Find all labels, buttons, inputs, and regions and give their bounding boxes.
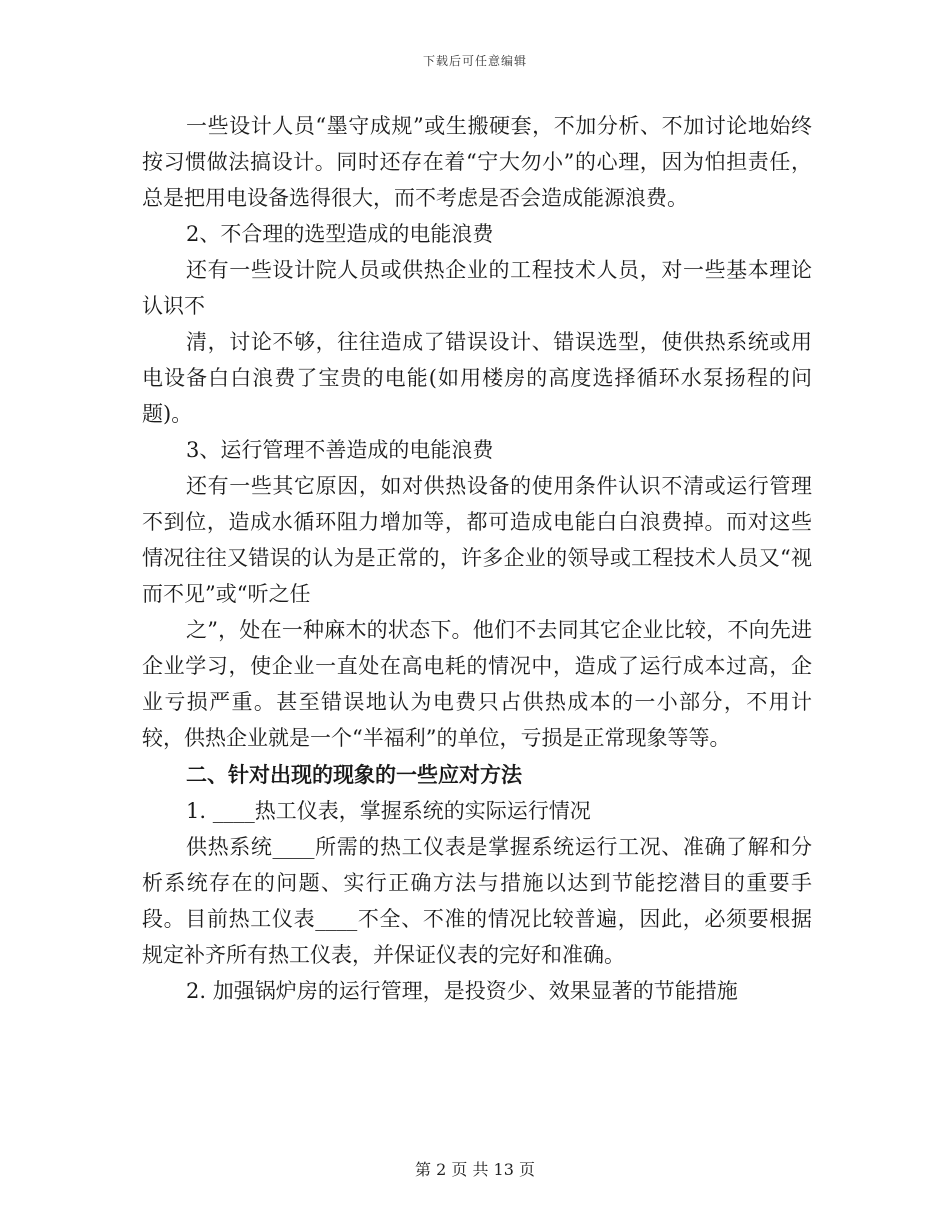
page-header: 下载后可任意编辑 — [422, 54, 527, 68]
paragraph: 供热系统____所需的热工仪表是掌握系统运行工况、准确了解和分析系统存在的问题、实行正确方法与措施以达到节能挖潜目的重要手段。目前热工仪表____不全、不准的情况比较普遍，因此，必须要根据规定补齐所有热工仪表，并保证仪表的完好和准确。 — [142, 835, 812, 967]
paragraph: 清，讨论不够，往往造成了错误设计、错误选型，使供热系统或用电设备白白浪费了宝贵的电能(如用楼房的高度选择循环水泵扬程的问题)。 — [142, 330, 812, 426]
paragraph: 还有一些设计院人员或供热企业的工程技术人员，对一些基本理论认识不 — [142, 258, 812, 318]
subheading-3: 3、运行管理不善造成的电能浪费 — [186, 438, 494, 462]
subheading-1: 1. ____热工仪表，掌握系统的实际运行情况 — [186, 799, 591, 823]
paragraph: 一些设计人员“墨守成规”或生搬硬套，不加分析、不加讨论地始终按习惯做法搞设计。同时还存在着“宁大勿小”的心理，因为怕担责任，总是把用电设备选得很大，而不考虑是否会造成能源浪费。 — [142, 114, 812, 210]
subheading-2: 2、不合理的选型造成的电能浪费 — [186, 222, 494, 246]
page-footer: 第 2 页 共 13 页 — [415, 1160, 535, 1179]
document-body — [142, 108, 812, 1009]
section-heading: 二、针对出现的现象的一些应对方法 — [186, 762, 522, 787]
subheading-2b: 2. 加强锅炉房的运行管理，是投资少、效果显著的节能措施 — [186, 979, 738, 1003]
paragraph: 还有一些其它原因，如对供热设备的使用条件认识不清或运行管理不到位，造成水循环阻力增加等，都可造成电能白白浪费掉。而对这些情况往往又错误的认为是正常的，许多企业的领导或工程技术人员又“视而不见”或“听之任 — [142, 474, 812, 606]
paragraph: 之”，处在一种麻木的状态下。他们不去同其它企业比较，不向先进企业学习，使企业一直处在高电耗的情况中，造成了运行成本过高，企业亏损严重。甚至错误地认为电费只占供热成本的一小部分，不用计较，供热企业就是一个“半福利”的单位，亏损是正常现象等等。 — [142, 618, 812, 750]
